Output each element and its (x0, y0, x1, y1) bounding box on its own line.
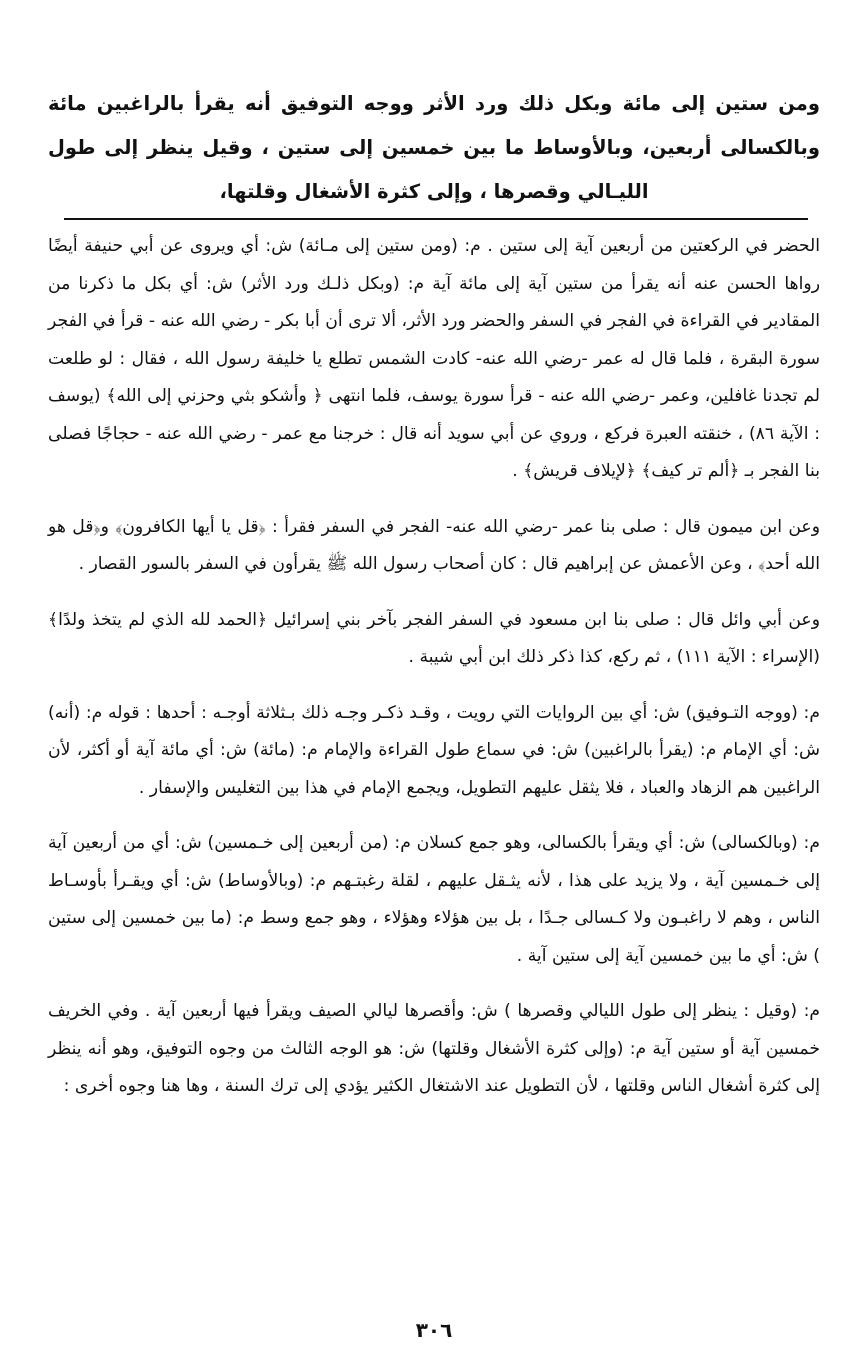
commentary-paragraph: م: (ووجه التـوفيق) ش: أي بين الروايات التي رويت ، وقـد ذكـر وجـه ذلك بـثلاثة أوجـه : أحدها : قوله م: (أنه) ش: أي الإمام م: (يقرأ بالراغبين) ش: في سماع طول القراءة والإمام م: (مائة) ش: أي مائة آية أو أكثر، لأن الراغبين هم الزهاد والعباد ، فلا يثقل عليهم التطويل، ويجمع الإمام في هذا بين التغليس والإسفار . (48, 702, 820, 798)
page-number: ٣٠٦ (415, 1318, 453, 1342)
commentary-paragraph: وعن ابن ميمون قال : صلى بنا عمر -رضي الله عنه- الفجر في السفر فقرأ : ﴿قل يا أيها الكافرون﴾ و﴿قل هو الله أحد﴾ ، وعن الأعمش عن إبراهيم قال : كان أصحاب رسول الله ﷺ يقرأون في السفر بالسور القصار . (48, 516, 820, 574)
commentary-paragraph: م: (وقيل : ينظر إلى طول الليالي وقصرها ) ش: وأقصرها ليالي الصيف ويقرأ فيها أربعين آية . وفي الخريف خمسين آية أو ستين آية م: (وإلى كثرة الأشغال وقلتها) ش: هو الوجه الثالث من وجوه التوفيق، وهو أنه ينظر إلى كثرة أشغال الناس وقلتها ، لأن التطويل عند الاشتغال الكثير يؤدي إلى ترك السنة ، وها هنا وجوه أخرى : (48, 1001, 820, 1096)
commentary-paragraph: وعن أبي وائل قال : صلى بنا ابن مسعود في السفر الفجر بآخر بني إسرائيل ﴿الحمد لله الذي لم يتخذ ولدًا﴾ (الإسراء : الآية ١١١) ، ثم ركع، كذا ذكر ذلك ابن أبي شيبة . (48, 609, 820, 667)
commentary-sharh (48, 228, 820, 1106)
main-text-matn: ومن ستين إلى مائة وبكل ذلك ورد الأثر ووجه التوفيق أنه يقرأ بالراغبين مائة وبالكسالى أربعين، وبالأوساط ما بين خمسين إلى ستين ، وقيل ينظر إلى طول الليـالي وقصرها ، وإلى كثرة الأشغال وقلتها، (48, 92, 820, 203)
separator-rule (64, 218, 808, 220)
commentary-paragraph: م: (وبالكسالى) ش: أي ويقرأ بالكسالى، وهو جمع كسلان م: (من أربعين إلى خـمسين) ش: أي من أربعين آية إلى خـمسين آية ، ولا يزيد على هذا ، لأنه يثـقل عليهم ، لقلة رغبتـهم م: (وبالأوساط) ش: أي ويقـرأ بأوسـاط الناس ، وهم لا راغبـون ولا كـسالى جـدًا ، بل بين هؤلاء وهؤلاء ، وهو جمع وسط م: (ما بين خمسين إلى ستين ) ش: أي ما بين خمسين آية إلى ستين آية . (48, 833, 820, 966)
commentary-paragraph: الحضر في الركعتين من أربعين آية إلى ستين . م: (ومن ستين إلى مـائة) ش: أي ويروى عن أبي حنيفة أيضًا رواها الحسن عنه أنه يقرأ من ستين آية إلى مائة آية م: (وبكل ذلـك ورد الأثر) ش: أي بكل ما ذكرنا من المقادير في القراءة في الفجر في السفر والحضر ورد الأثر، ألا ترى أن أبا بكر - رضي الله عنه - قرأ في الفجر سورة البقرة ، فلما قال له عمر -رضي الله عنه- كادت الشمس تطلع يا خليفة رسول الله ، فقال : لو طلعت لم تجدنا غافلين، وعمر -رضي الله عنه - قرأ سورة يوسف، فلما انتهى ﴿ وأشكو بثي وحزني إلى الله﴾ (يوسف : الآية ٨٦) ، خنقته العبرة فركع ، وروي عن أبي سويد أنه قال : خرجنا مع عمر - رضي الله عنه - حجاجًا فصلى بنا الفجر بـ ﴿ألم تر كيف﴾ ﴿لإيلاف قريش﴾ . (48, 236, 821, 481)
